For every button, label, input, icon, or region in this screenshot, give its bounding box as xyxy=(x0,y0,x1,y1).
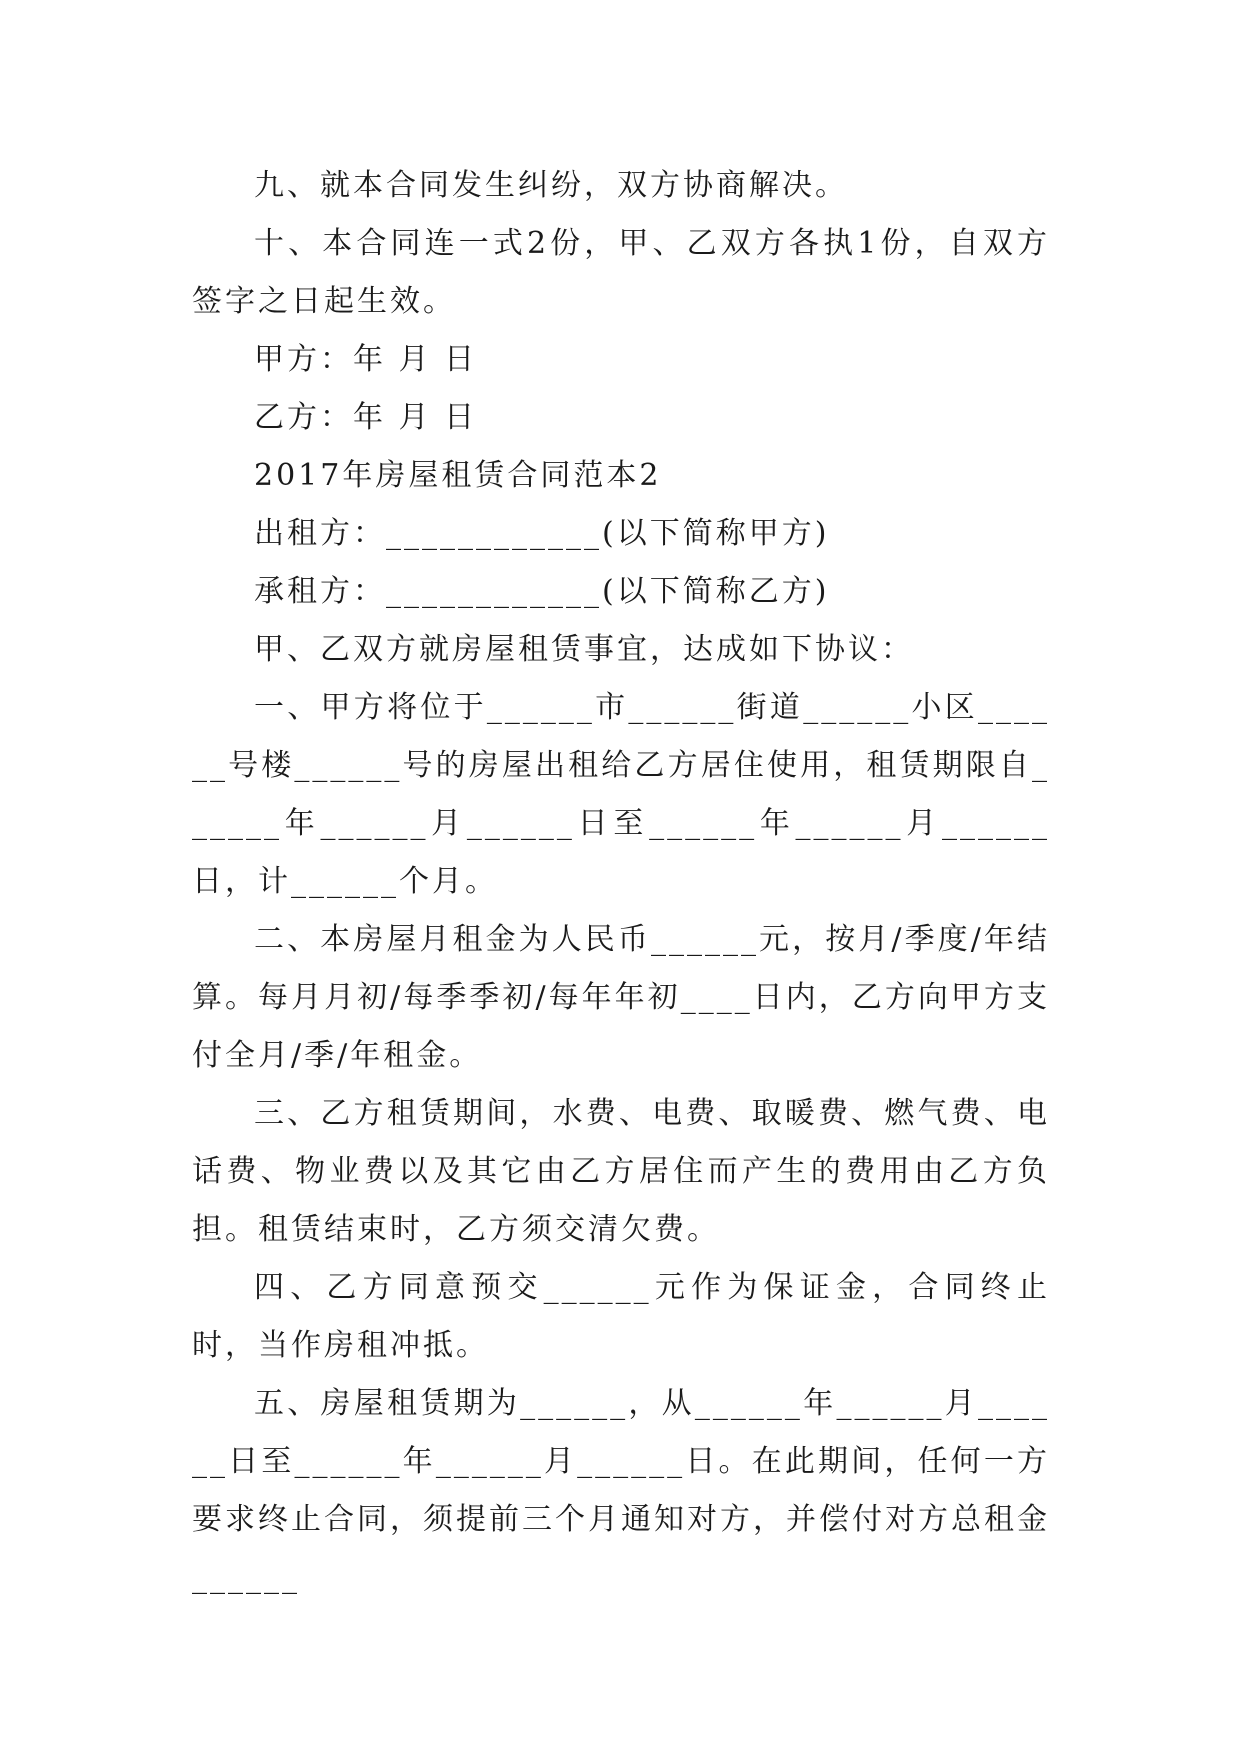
party-a-signature-date: 甲方：年 月 日 xyxy=(254,342,478,377)
party-b-signature-date: 乙方：年 月 日 xyxy=(254,400,478,435)
contract-template-title: 2017年房屋租赁合同范本2 xyxy=(254,458,662,493)
document-body xyxy=(192,157,1050,1607)
clause-one: 一、甲方将位于______市______街道______小区______号楼______号的房屋出租给乙方居住使用，租赁期限自______年______月______日至______年______月______日，计______个月。 xyxy=(192,690,1050,899)
clause-two: 二、本房屋月租金为人民币______元，按月/季度/年结算。每月月初/每季季初/每年年初____日内，乙方向甲方支付全月/季/年租金。 xyxy=(192,922,1050,1073)
agreement-intro: 甲、乙双方就房屋租赁事宜，达成如下协议： xyxy=(254,632,914,667)
clause-four: 四、乙方同意预交______元作为保证金，合同终止时，当作房租冲抵。 xyxy=(192,1270,1050,1363)
clause-ten: 十、本合同连一式2份，甲、乙双方各执1份，自双方签字之日起生效。 xyxy=(192,226,1050,319)
clause-five: 五、房屋租赁期为______，从______年______月______日至______年______月______日。在此期间，任何一方要求终止合同，须提前三个月通知对方，并偿付对方总租金______ xyxy=(192,1386,1050,1595)
lessor-line: 出租方：____________(以下简称甲方) xyxy=(254,516,830,551)
lessee-line: 承租方：____________(以下简称乙方) xyxy=(254,574,830,609)
clause-nine: 九、就本合同发生纠纷，双方协商解决。 xyxy=(254,168,848,203)
clause-three: 三、乙方租赁期间，水费、电费、取暖费、燃气费、电话费、物业费以及其它由乙方居住而产生的费用由乙方负担。租赁结束时，乙方须交清欠费。 xyxy=(192,1096,1050,1247)
